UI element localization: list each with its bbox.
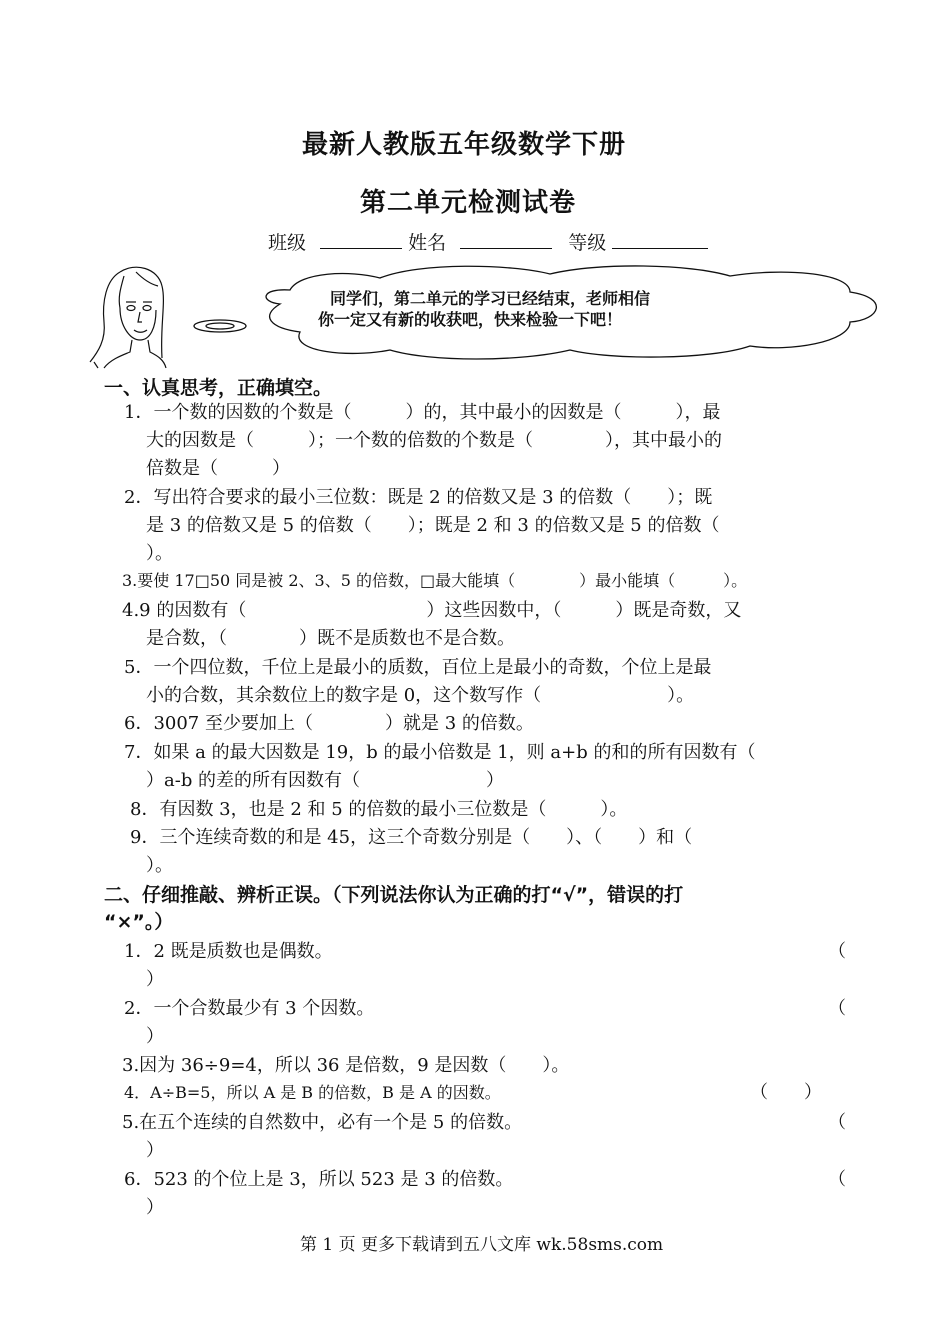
judge-answer-open[interactable]: （: [828, 941, 846, 962]
section1-heading: 一、认真思考，正确填空。: [104, 377, 333, 399]
question-line: 小的合数，其余数位上的数字是 0，这个数写作（ ）。: [146, 685, 695, 706]
section2-heading: 二、仔细推敲、辨析正误。（下列说法你认为正确的打“√”，错误的打: [104, 884, 684, 906]
page-subtitle: 第二单元检测试卷: [360, 188, 577, 218]
judge-item: 6．523 的个位上是 3，所以 523 是 3 的倍数。: [124, 1169, 514, 1190]
teacher-illustration: [80, 262, 190, 370]
page-title: 最新人教版五年级数学下册: [302, 130, 627, 160]
judge-item: 5.在五个连续的自然数中，必有一个是 5 的倍数。: [122, 1112, 523, 1133]
bubble-text-line1: 同学们，第二单元的学习已经结束，老师相信: [330, 289, 651, 308]
class-field[interactable]: [320, 230, 402, 249]
page-footer: 第 1 页 更多下载请到五八文库 wk.58sms.com: [300, 1235, 664, 1255]
question-line: 大的因数是（ ）；一个数的倍数的个数是（ ），其中最小的: [146, 430, 722, 451]
question-line: 9．三个连续奇数的和是 45，这三个奇数分别是（ ）、（ ）和（: [130, 827, 693, 848]
judge-item: 4．A÷B=5，所以 A 是 B 的倍数，B 是 A 的因数。: [124, 1083, 501, 1102]
question-line: 5．一个四位数，千位上是最小的质数，百位上是最小的奇数，个位上是最: [124, 657, 712, 678]
judge-answer-close: ）: [146, 1026, 164, 1047]
judge-item: 2．一个合数最少有 3 个因数。: [124, 998, 375, 1019]
question-line: 3.要使 17□50 同是被 2、3、5 的倍数，□最大能填（ ）最小能填（ ）。: [122, 571, 748, 590]
question-line: 是 3 的倍数又是 5 的倍数（ ）；既是 2 和 3 的倍数又是 5 的倍数（: [146, 515, 720, 536]
judge-answer-open[interactable]: （: [828, 1112, 846, 1133]
section2-heading-cont: “×”。）: [104, 911, 174, 933]
judge-answer-open[interactable]: （: [828, 1169, 846, 1190]
student-info-line: [268, 228, 708, 255]
judge-item: 1．2 既是质数也是偶数。: [124, 941, 333, 962]
question-line: ）。: [146, 543, 173, 564]
judge-answer-close: ）: [146, 1197, 164, 1218]
question-line: 倍数是（ ）: [146, 458, 290, 479]
grade-label: 等级: [568, 232, 607, 254]
question-line: 7．如果 a 的最大因数是 19，b 的最小倍数是 1，则 a+b 的和的所有因数有（: [124, 742, 756, 763]
judge-answer-close: ）: [146, 1140, 164, 1161]
grade-field[interactable]: [612, 230, 708, 249]
judge-answer-open[interactable]: （: [828, 998, 846, 1019]
question-line: 8．有因数 3，也是 2 和 5 的倍数的最小三位数是（ ）。: [130, 799, 628, 820]
judge-item: 3.因为 36÷9=4，所以 36 是倍数，9 是因数（ ）。: [122, 1055, 570, 1076]
class-label: 班级: [268, 232, 307, 254]
bubble-text-line2: 你一定又有新的收获吧，快来检验一下吧！: [318, 310, 623, 329]
question-line: ）。: [146, 855, 173, 876]
question-line: 1．一个数的因数的个数是（ ）的，其中最小的因数是（ ），最: [124, 402, 721, 423]
question-line: 是合数，（ ）既不是质数也不是合数。: [146, 628, 515, 649]
question-line: 2．写出符合要求的最小三位数：既是 2 的倍数又是 3 的倍数（ ）；既: [124, 487, 713, 508]
judge-answer-close: ）: [146, 969, 164, 990]
question-line: 4.9 的因数有（ ）这些因数中，（ ）既是奇数，又: [122, 600, 742, 621]
question-line: ）a-b 的差的所有因数有（ ）: [146, 770, 505, 791]
name-label: 姓名: [408, 232, 447, 254]
question-line: 6．3007 至少要加上（ ）就是 3 的倍数。: [124, 713, 534, 734]
judge-answer-open[interactable]: （ ）: [750, 1082, 822, 1103]
name-field[interactable]: [460, 230, 552, 249]
